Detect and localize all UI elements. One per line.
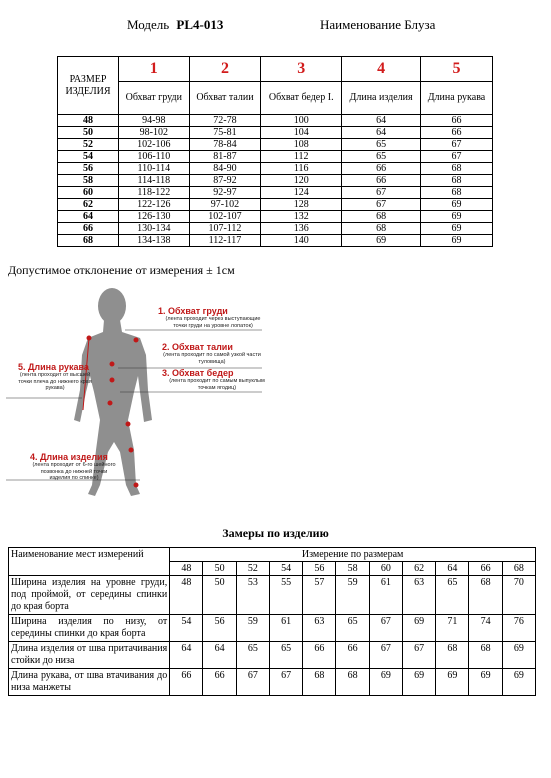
measure-row-name: Длина изделия от шва притачивания стойки до низа: [9, 642, 170, 669]
figure-label-4-note: (лента проходит от 6-го шейного позвонка до нижней точки изделия по спинке): [32, 462, 116, 481]
size-header-cell: 54: [269, 562, 302, 576]
measure-row: [9, 669, 536, 696]
size-cell: 48: [58, 115, 119, 127]
measure-cell: 68: [342, 211, 421, 223]
measure-cell: 68: [420, 163, 492, 175]
measure-value-cell: 53: [236, 576, 269, 615]
product-name-group: [320, 17, 435, 33]
measure-name-header: Наименование мест измерений: [9, 548, 170, 576]
size-cell: 66: [58, 223, 119, 235]
figure-label-3-note: (лента проходит по самым выпуклым точкам ягодиц): [169, 378, 265, 391]
measure-cell: 114-118: [119, 175, 190, 187]
figure-label-3: [162, 368, 272, 391]
measure-table: [8, 547, 536, 696]
measure-row-name: Ширина изделия по низу, от середины спинки до края борта: [9, 615, 170, 642]
measure-cell: 136: [261, 223, 342, 235]
figure-label-1-title: 1. Обхват груди: [158, 306, 228, 316]
measure-cell: 69: [420, 223, 492, 235]
measure-cell: 92-97: [189, 187, 261, 199]
measure-value-cell: 57: [303, 576, 336, 615]
figure-label-2-title: 2. Обхват талии: [162, 342, 233, 352]
col-number-1: 1: [119, 57, 190, 82]
measure-cell: 67: [342, 199, 421, 211]
measure-value-cell: 64: [203, 642, 236, 669]
size-cell: 62: [58, 199, 119, 211]
size-header-cell: 58: [336, 562, 369, 576]
measure-value-cell: 61: [269, 615, 302, 642]
size-table-corner: РАЗМЕР ИЗДЕЛИЯ: [58, 57, 119, 115]
col-label-1: Обхват груди: [119, 82, 190, 115]
measure-cell: 68: [342, 223, 421, 235]
size-table-row: [58, 163, 493, 175]
measure-value-cell: 66: [170, 669, 203, 696]
figure-label-3-title: 3. Обхват бедер: [162, 368, 234, 378]
measure-row: [9, 642, 536, 669]
measure-value-cell: 66: [203, 669, 236, 696]
measure-cell: 81-87: [189, 151, 261, 163]
measure-cell: 66: [342, 163, 421, 175]
size-cell: 52: [58, 139, 119, 151]
figure-label-1: [158, 306, 268, 329]
measure-cell: 66: [342, 175, 421, 187]
size-table-row: [58, 175, 493, 187]
size-header-cell: 52: [236, 562, 269, 576]
measure-cell: 120: [261, 175, 342, 187]
name-label: Наименование: [320, 17, 401, 32]
measure-value-cell: 55: [269, 576, 302, 615]
col-number-3: 3: [261, 57, 342, 82]
measure-value-cell: 71: [436, 615, 469, 642]
tolerance-note: Допустимое отклонение от измерения ± 1см: [8, 263, 235, 277]
measure-cell: 69: [420, 235, 492, 247]
size-table-row: [58, 151, 493, 163]
measure-value-cell: 61: [369, 576, 402, 615]
measure-cell: 67: [342, 187, 421, 199]
size-header-cell: 64: [436, 562, 469, 576]
col-label-2: Обхват талии: [189, 82, 261, 115]
measure-cell: 75-81: [189, 127, 261, 139]
measure-value-cell: 66: [336, 642, 369, 669]
size-table-row: [58, 127, 493, 139]
size-table-row: [58, 115, 493, 127]
measure-cell: 87-92: [189, 175, 261, 187]
measure-value-cell: 74: [469, 615, 502, 642]
measure-cell: 118-122: [119, 187, 190, 199]
measure-cell: 102-107: [189, 211, 261, 223]
size-table-row: [58, 211, 493, 223]
measure-sizes-header: Измерение по размерам: [170, 548, 536, 562]
measure-cell: 110-114: [119, 163, 190, 175]
figure-label-2-note: (лента проходит по самой узкой части туловища): [163, 352, 261, 365]
measure-value-cell: 69: [502, 669, 535, 696]
measure-cell: 65: [342, 151, 421, 163]
size-header-cell: 66: [469, 562, 502, 576]
figure-label-1-note: (лента проходит через выступающие точки груди на уровне лопаток): [165, 316, 261, 329]
measure-cell: 64: [342, 115, 421, 127]
measure-value-cell: 69: [402, 669, 435, 696]
model-code: PL4-013: [176, 17, 224, 32]
measure-cell: 98-102: [119, 127, 190, 139]
name-value: Блуза: [404, 17, 436, 32]
measure-value-cell: 65: [269, 642, 302, 669]
measure-row: [9, 615, 536, 642]
measure-cell: 126-130: [119, 211, 190, 223]
measure-cell: 66: [420, 127, 492, 139]
measure-value-cell: 64: [170, 642, 203, 669]
measure-row: [9, 576, 536, 615]
measure-value-cell: 59: [336, 576, 369, 615]
measure-row-name: Длина рукава, от шва втачивания до низа манжеты: [9, 669, 170, 696]
measure-value-cell: 66: [303, 642, 336, 669]
measure-table-title: Замеры по изделию: [222, 526, 329, 540]
measure-value-cell: 65: [236, 642, 269, 669]
measure-value-cell: 67: [369, 615, 402, 642]
measure-cell: 104: [261, 127, 342, 139]
measure-value-cell: 54: [170, 615, 203, 642]
measure-value-cell: 67: [236, 669, 269, 696]
measure-value-cell: 63: [402, 576, 435, 615]
col-label-5: Длина рукава: [420, 82, 492, 115]
figure-label-5-note: (лента проходит от высшей точки плеча до нижнего края рукава): [18, 372, 92, 391]
measure-cell: 122-126: [119, 199, 190, 211]
size-table-row: [58, 187, 493, 199]
measure-value-cell: 76: [502, 615, 535, 642]
size-header-cell: 62: [402, 562, 435, 576]
col-number-4: 4: [342, 57, 421, 82]
measure-value-cell: 69: [369, 669, 402, 696]
measure-cell: 130-134: [119, 223, 190, 235]
measure-cell: 112-117: [189, 235, 261, 247]
measure-cell: 68: [420, 175, 492, 187]
size-table-row: [58, 235, 493, 247]
measure-value-cell: 68: [469, 642, 502, 669]
model-label-group: [127, 17, 223, 33]
size-header-cell: 68: [502, 562, 535, 576]
figure-label-4: [30, 452, 118, 482]
measurement-figure: [0, 280, 300, 520]
size-cell: 64: [58, 211, 119, 223]
measure-value-cell: 63: [303, 615, 336, 642]
measure-cell: 116: [261, 163, 342, 175]
measure-value-cell: 65: [436, 576, 469, 615]
measure-cell: 68: [420, 187, 492, 199]
measure-cell: 128: [261, 199, 342, 211]
size-cell: 68: [58, 235, 119, 247]
size-header-cell: 50: [203, 562, 236, 576]
measure-cell: 64: [342, 127, 421, 139]
measure-cell: 69: [420, 211, 492, 223]
measure-value-cell: 50: [203, 576, 236, 615]
measure-cell: 132: [261, 211, 342, 223]
col-label-4: Длина изделия: [342, 82, 421, 115]
size-table-row: [58, 199, 493, 211]
figure-label-5-title: 5. Длина рукава: [18, 362, 89, 372]
measure-value-cell: 70: [502, 576, 535, 615]
measure-cell: 84-90: [189, 163, 261, 175]
measure-cell: 108: [261, 139, 342, 151]
measure-value-cell: 59: [236, 615, 269, 642]
size-cell: 58: [58, 175, 119, 187]
measure-value-cell: 65: [336, 615, 369, 642]
measure-cell: 140: [261, 235, 342, 247]
figure-label-2: [162, 342, 262, 365]
size-table-row: [58, 139, 493, 151]
figure-label-4-title: 4. Длина изделия: [30, 452, 108, 462]
measure-value-cell: 67: [369, 642, 402, 669]
measure-value-cell: 56: [203, 615, 236, 642]
size-cell: 60: [58, 187, 119, 199]
measure-value-cell: 48: [170, 576, 203, 615]
size-header-cell: 48: [170, 562, 203, 576]
size-cell: 50: [58, 127, 119, 139]
size-cell: 54: [58, 151, 119, 163]
measure-cell: 65: [342, 139, 421, 151]
measure-value-cell: 69: [402, 615, 435, 642]
measure-value-cell: 67: [269, 669, 302, 696]
model-label: Модель: [127, 17, 170, 32]
measure-cell: 69: [420, 199, 492, 211]
measure-cell: 134-138: [119, 235, 190, 247]
measure-cell: 124: [261, 187, 342, 199]
measure-value-cell: 67: [402, 642, 435, 669]
measure-cell: 72-78: [189, 115, 261, 127]
size-header-cell: 56: [303, 562, 336, 576]
measure-cell: 106-110: [119, 151, 190, 163]
measure-cell: 66: [420, 115, 492, 127]
measure-value-cell: 69: [469, 669, 502, 696]
size-cell: 56: [58, 163, 119, 175]
size-table: [57, 56, 493, 247]
measure-cell: 107-112: [189, 223, 261, 235]
measure-value-cell: 68: [436, 642, 469, 669]
size-header-cell: 60: [369, 562, 402, 576]
col-number-2: 2: [189, 57, 261, 82]
col-number-5: 5: [420, 57, 492, 82]
measure-cell: 69: [342, 235, 421, 247]
measure-cell: 100: [261, 115, 342, 127]
measure-value-cell: 69: [436, 669, 469, 696]
measure-value-cell: 68: [303, 669, 336, 696]
size-table-row: [58, 223, 493, 235]
measure-cell: 102-106: [119, 139, 190, 151]
measure-value-cell: 68: [336, 669, 369, 696]
measure-cell: 112: [261, 151, 342, 163]
measure-cell: 67: [420, 139, 492, 151]
measure-cell: 97-102: [189, 199, 261, 211]
measure-value-cell: 69: [502, 642, 535, 669]
measure-value-cell: 68: [469, 576, 502, 615]
measure-cell: 94-98: [119, 115, 190, 127]
measure-cell: 78-84: [189, 139, 261, 151]
figure-label-5: [18, 362, 92, 392]
measure-cell: 67: [420, 151, 492, 163]
col-label-3: Обхват бедер I.: [261, 82, 342, 115]
measure-row-name: Ширина изделия на уровне груди, под проймой, от середины спинки до края борта: [9, 576, 170, 615]
